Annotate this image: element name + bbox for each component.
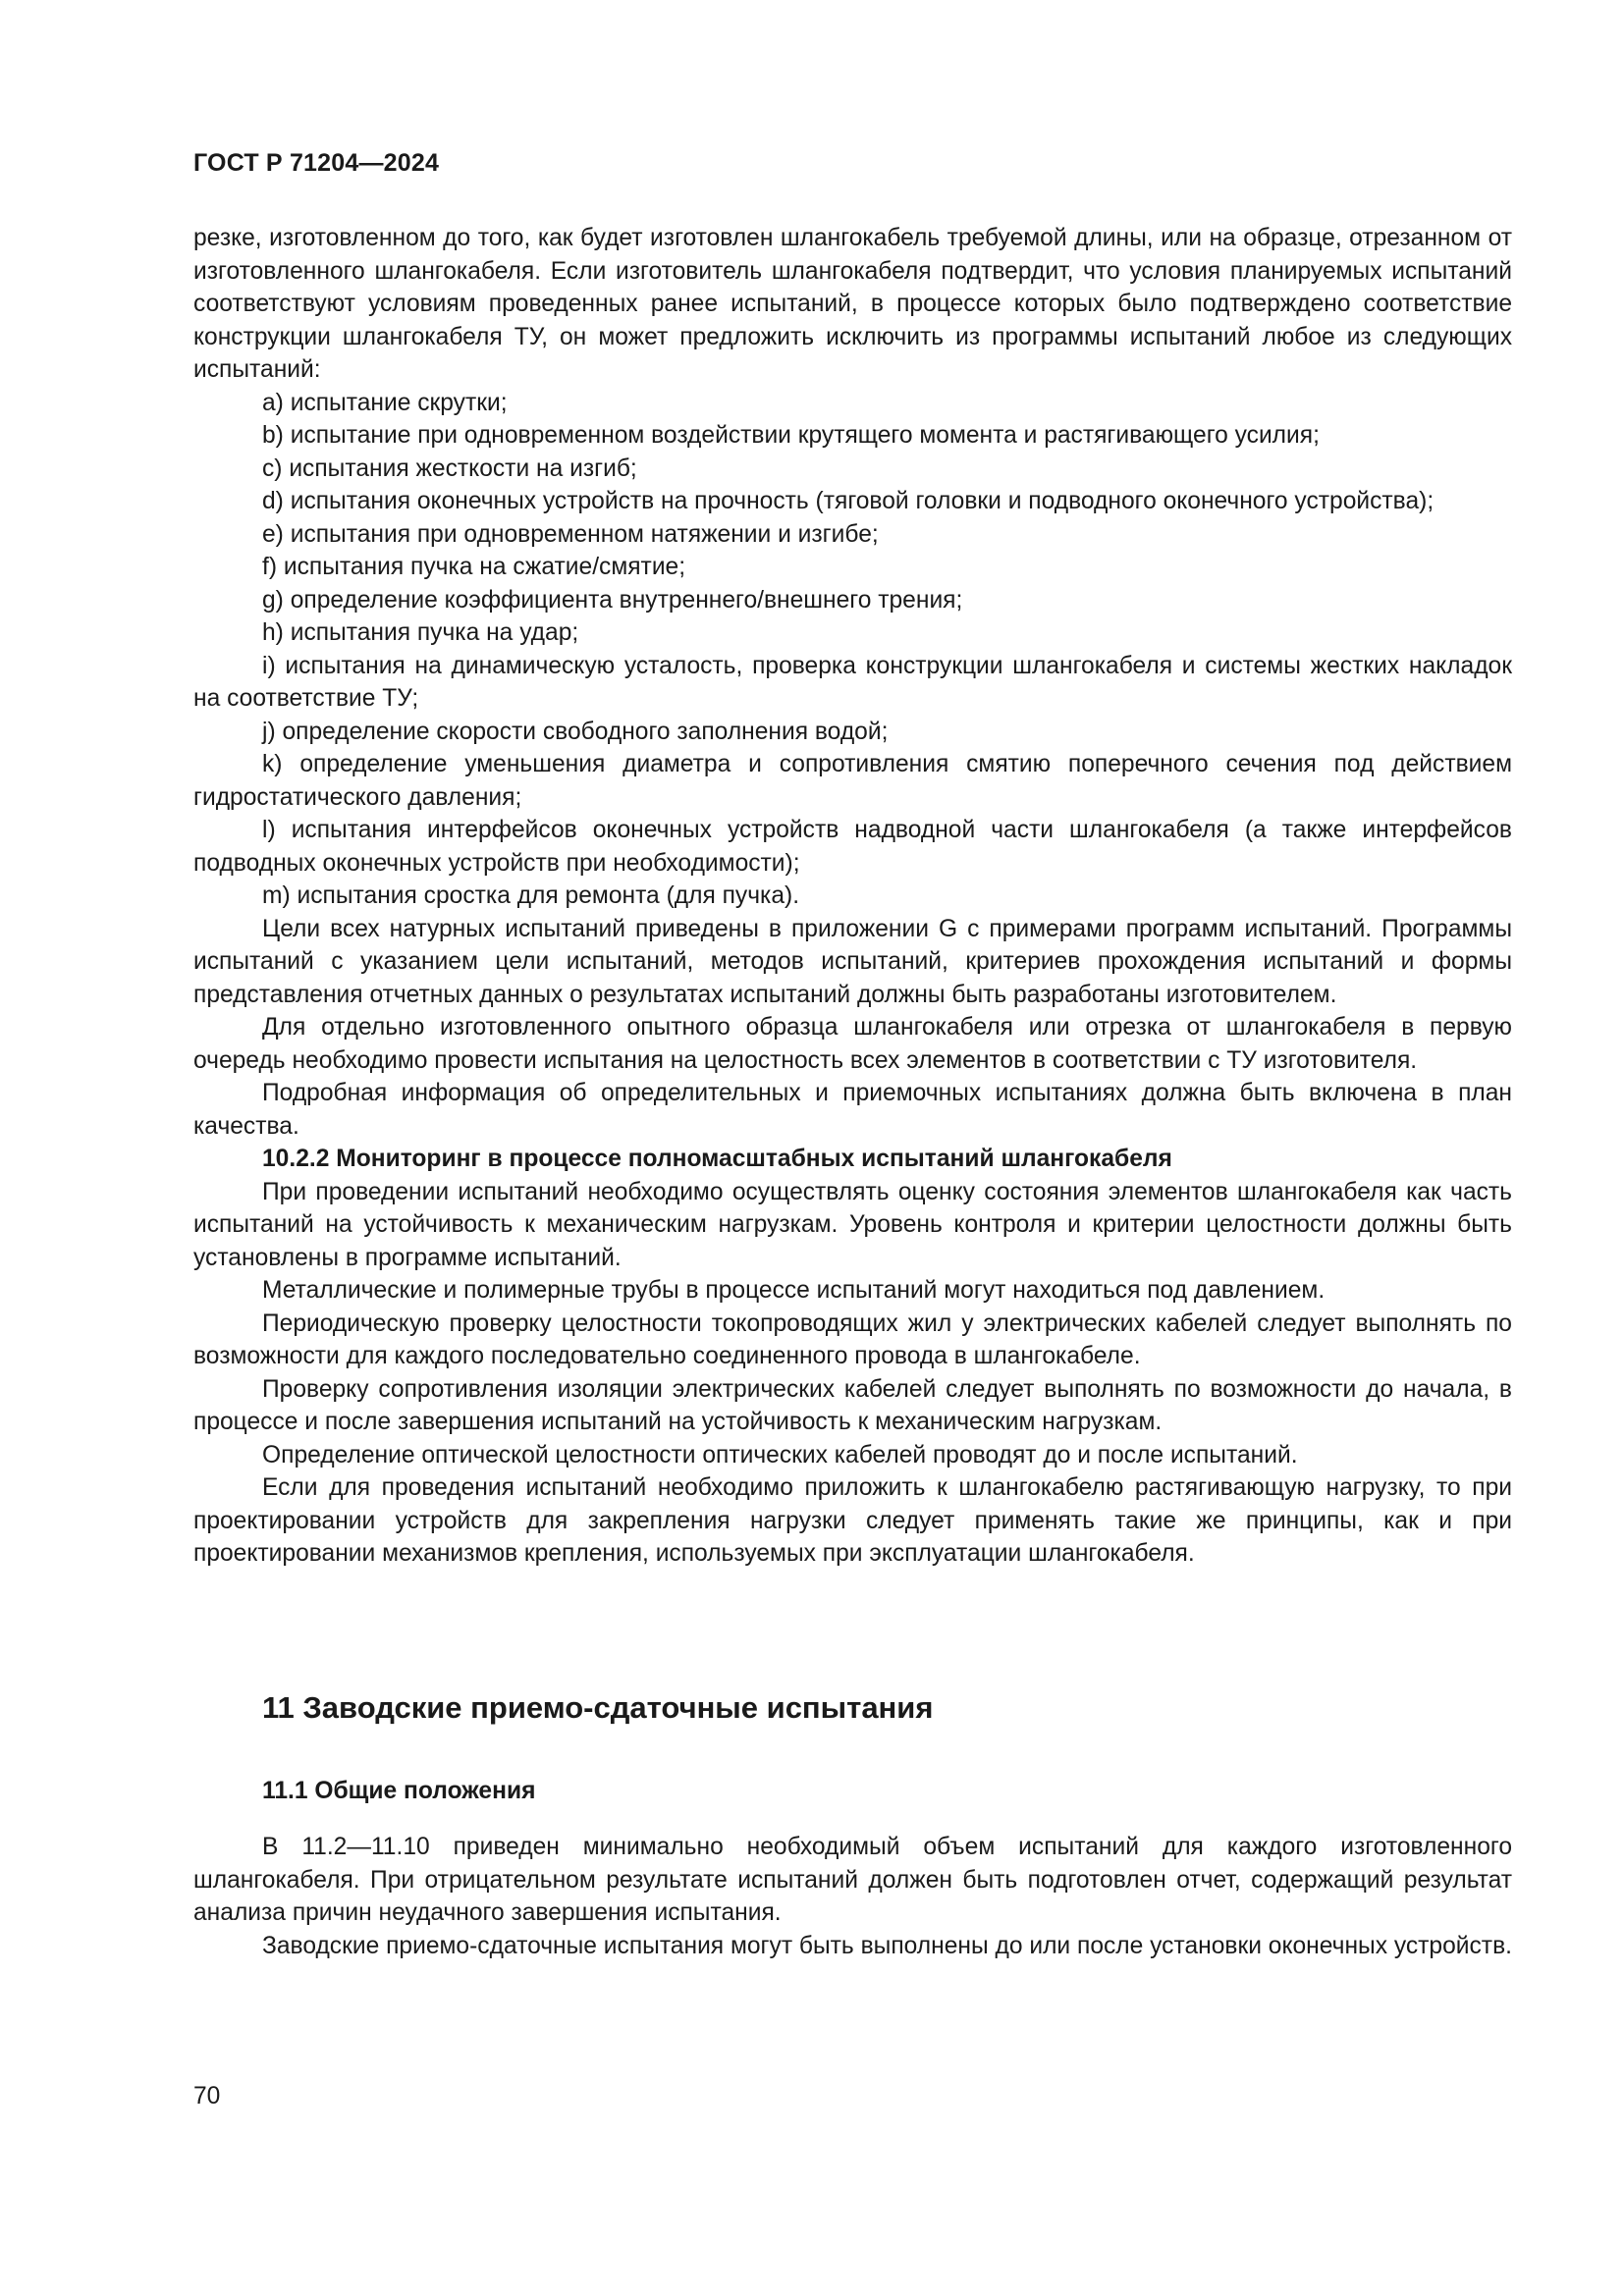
list-item-d: d) испытания оконечных устройств на прочность (тяговой головки и подводного оконечного устройства); [262,488,1435,514]
list-item-b: b) испытание при одновременном воздействии крутящего момента и растягивающего усилия; [262,422,1320,449]
paragraph-quality-plan: Подробная информация об определительных и приемочных испытаниях должна быть включена в план качества. [193,1080,1512,1140]
list-item-a: a) испытание скрутки; [262,389,508,416]
list-item-i: i) испытания на динамическую усталость, проверка конструкции шлангокабеля и системы жестких накладок на соответствие ТУ; [193,652,1512,712]
list-item-k: k) определение уменьшения диаметра и сопротивления смятию поперечного сечения под действием гидростатического давления; [193,751,1512,811]
paragraph-test-goals: Цели всех натурных испытаний приведены в приложении G с примерами программ испытаний. Программы испытаний с указанием цели испытаний, методов испытаний, критериев прохождения испытаний и формы представления отчетных данных о результатах испытаний должны быть разработаны изготовителем. [193,915,1512,1008]
section-11-text [193,1831,1512,1962]
main-text [193,222,1512,1571]
list-item-h: h) испытания пучка на удар; [262,619,579,646]
page-number: 70 [193,2083,221,2109]
list-item-l: l) испытания интерфейсов оконечных устройств надводной части шлангокабеля (а также интерфейсов подводных оконечных устройств при необходимости); [193,817,1512,877]
section-heading-11: 11 Заводские приемо-сдаточные испытания [262,1690,934,1725]
paragraph-scope: В 11.2—11.10 приведен минимально необходимый объем испытаний для каждого изготовленного шлангокабеля. При отрицательном результате испытаний должен быть подготовлен отчет, содержащий результат анализа причин неудачного завершения испытания. [193,1834,1512,1926]
paragraph-pipes: Металлические и полимерные трубы в процессе испытаний могут находиться под давлением. [262,1277,1326,1304]
paragraph-acceptance: Заводские приемо-сдаточные испытания могут быть выполнены до или после установки оконечных устройств. [262,1932,1512,1959]
subsection-title-10-2-2: 10.2.2 Мониторинг в процессе полномасштабных испытаний шлангокабеля [262,1146,1172,1172]
paragraph-conductors: Периодическую проверку целостности токопроводящих жил у электрических кабелей следует выполнять по возможности для каждого последовательно соединенного провода в шлангокабеле. [193,1309,1512,1369]
document-code: ГОСТ Р 71204—2024 [193,149,440,177]
paragraph-optical: Определение оптической целостности оптических кабелей проводят до и после испытаний. [262,1441,1298,1468]
list-item-f: f) испытания пучка на сжатие/смятие; [262,554,686,580]
list-item-j: j) определение скорости свободного заполнения водой; [262,718,889,745]
list-item-c: c) испытания жесткости на изгиб; [262,454,637,482]
paragraph-insulation: Проверку сопротивления изоляции электрических кабелей следует выполнять по возможности до начала, в процессе и после завершения испытаний на устойчивость к механическим нагрузкам. [193,1375,1512,1435]
list-item-g: g) определение коэффициента внутреннего/внешнего трения; [262,586,963,614]
paragraph-monitoring: При проведении испытаний необходимо осуществлять оценку состояния элементов шлангокабеля как часть испытаний на устойчивость к механическим нагрузкам. Уровень контроля и критерии целостности должны быть установлены в программе испытаний. [193,1178,1512,1271]
list-item-m: m) испытания сростка для ремонта (для пучка). [262,882,800,909]
list-item-e: e) испытания при одновременном натяжении и изгибе; [262,520,879,548]
subsection-heading-11-1: 11.1 Общие положения [262,1778,536,1804]
paragraph-prototype: Для отдельно изготовленного опытного образца шлангокабеля или отрезка от шлангокабеля в первую очередь необходимо провести испытания на целостность всех элементов в соответствии с ТУ изготовителя. [193,1014,1512,1074]
paragraph-continuation: резке, изготовленном до того, как будет изготовлен шлангокабель требуемой длины, или на образце, отрезанном от изготовленного шлангокабеля. Если изготовитель шлангокабеля подтвердит, что условия планируемых испытаний соответствуют условиям проведенных ранее испытаний, в процессе которых было подтверждено соответствие конструкции шлангокабеля ТУ, он может предложить исключить из программы испытаний любое из следующих испытаний: [193,225,1512,383]
paragraph-tensile-load: Если для проведения испытаний необходимо приложить к шлангокабелю растягивающую нагрузку, то при проектировании устройств для закрепления нагрузки следует применять такие же принципы, как и при проектировании механизмов крепления, используемых при эксплуатации шлангокабеля. [193,1474,1512,1567]
